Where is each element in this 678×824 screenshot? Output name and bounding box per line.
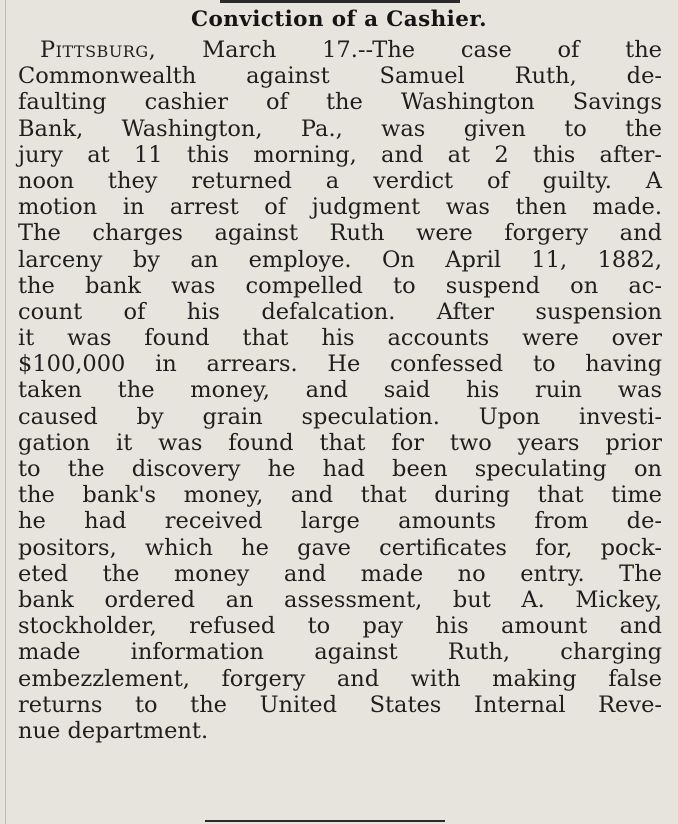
article-line: to the discovery he had been speculating on bbox=[18, 456, 662, 482]
column-edge bbox=[5, 0, 6, 824]
top-column-rule bbox=[220, 0, 460, 3]
article-line: caused by grain speculation. Upon investi- bbox=[18, 403, 662, 430]
article-line: positors, which he gave certificates for, pock- bbox=[18, 534, 662, 561]
article-line: the bank was compelled to suspend on ac- bbox=[18, 272, 662, 299]
article-line: motion in arrest of judgment was then made. bbox=[18, 194, 662, 221]
article-line: count of his defalcation. After suspension bbox=[18, 298, 662, 325]
article-line: $100,000 in arrears. He confessed to having bbox=[18, 351, 662, 378]
article-line: he had received large amounts from de- bbox=[18, 508, 662, 535]
article-dateline: Pittsburg, bbox=[40, 37, 157, 63]
article-line: eted the money and made no entry. The bbox=[18, 560, 662, 587]
article-line: stockholder, refused to pay his amount and bbox=[18, 613, 662, 640]
article-line: Commonwealth against Samuel Ruth, de- bbox=[18, 63, 662, 90]
article-line: the bank's money, and that during that time bbox=[18, 482, 662, 509]
article-line: bank ordered an assessment, but A. Mickey, bbox=[18, 586, 662, 613]
article-line: embezzlement, forgery and with making false bbox=[18, 665, 662, 692]
article-line: taken the money, and said his ruin was bbox=[18, 377, 662, 404]
article-line: The charges against Ruth were forgery and bbox=[18, 220, 662, 247]
article-line: larceny by an employe. On April 11, 1882, bbox=[18, 246, 662, 273]
article-last-line: nue department. bbox=[18, 717, 209, 744]
article-first-line-text: March 17.--The case of the bbox=[202, 37, 662, 63]
article-line: it was found that his accounts were over bbox=[18, 325, 662, 352]
article-line: made information against Ruth, charging bbox=[18, 639, 662, 666]
article-line: Bank, Washington, Pa., was given to the bbox=[18, 115, 662, 142]
article-line: gation it was found that for two years prior bbox=[18, 429, 662, 456]
article-line: faulting cashier of the Washington Savings bbox=[18, 89, 662, 116]
article-line: noon they returned a verdict of guilty. A bbox=[18, 167, 662, 194]
article-headline: Conviction of a Cashier. bbox=[191, 7, 487, 32]
article-body bbox=[18, 37, 662, 744]
article-line: jury at 11 this morning, and at 2 this after- bbox=[18, 141, 662, 168]
article-line: returns to the United States Internal Reve- bbox=[18, 691, 662, 718]
bottom-column-rule bbox=[205, 820, 445, 822]
article-first-line bbox=[18, 37, 662, 63]
